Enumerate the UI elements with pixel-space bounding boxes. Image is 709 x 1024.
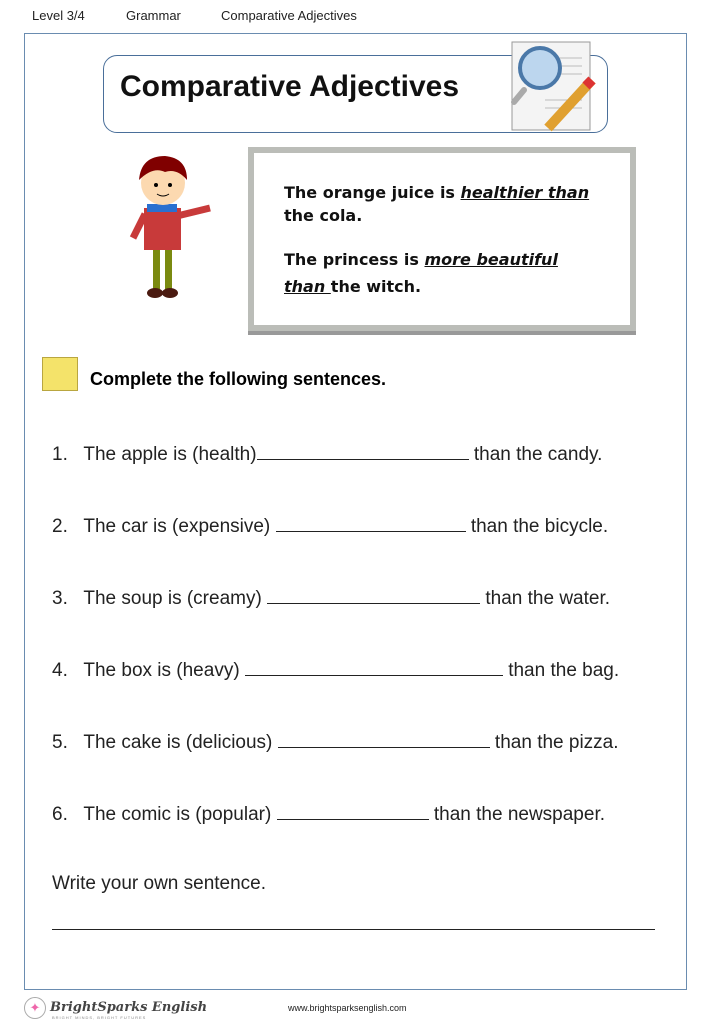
subject-label: Grammar	[126, 8, 181, 23]
own-sentence-prompt: Write your own sentence.	[52, 873, 267, 894]
question-1	[52, 441, 602, 466]
question-4	[52, 657, 619, 682]
question-2	[52, 513, 608, 538]
question-text: The soup is (creamy)	[83, 588, 268, 609]
example-text: the witch.	[330, 277, 422, 296]
question-text: than the bicycle.	[465, 516, 609, 537]
level-label: Level 3/4	[32, 8, 85, 23]
example-answer: more beautiful than	[284, 250, 558, 296]
website-url: www.brightsparksenglish.com	[288, 1003, 407, 1013]
answer-blank[interactable]	[245, 657, 503, 676]
question-number: 5.	[52, 732, 68, 753]
question-text: The car is (expensive)	[83, 516, 276, 537]
magnifier-pencil-icon	[500, 40, 600, 135]
question-number: 1.	[52, 444, 68, 465]
question-5	[52, 729, 619, 754]
brand-tagline: BRIGHT MINDS, BRIGHT FUTURES	[52, 1015, 147, 1020]
boy-illustration	[125, 150, 220, 300]
question-number: 3.	[52, 588, 68, 609]
example-text: the cola.	[284, 206, 363, 225]
brand-name: BrightSparks English	[50, 1000, 208, 1015]
page-title: Comparative Adjectives	[120, 70, 460, 103]
notepad-pencil-icon	[42, 357, 78, 391]
question-number: 2.	[52, 516, 68, 537]
question-text: than the newspaper.	[428, 804, 606, 825]
question-text: The comic is (popular)	[83, 804, 277, 825]
question-text: than the water.	[480, 588, 611, 609]
example-2	[284, 246, 584, 300]
example-text: The orange juice is	[284, 183, 461, 202]
answer-blank[interactable]	[257, 441, 469, 460]
question-text: than the candy.	[468, 444, 603, 465]
answer-blank[interactable]	[278, 729, 490, 748]
example-1	[284, 181, 614, 227]
question-number: 4.	[52, 660, 68, 681]
question-text: than the pizza.	[489, 732, 619, 753]
question-6	[52, 801, 605, 826]
topic-label: Comparative Adjectives	[221, 8, 357, 23]
instruction: Complete the following sentences.	[90, 369, 387, 389]
example-answer: healthier than	[460, 183, 590, 202]
own-sentence-line[interactable]	[52, 929, 655, 930]
example-text: The princess is	[284, 250, 425, 269]
question-text: The apple is (health)	[83, 444, 257, 465]
brand-logo-icon: ✦	[24, 997, 46, 1019]
question-number: 6.	[52, 804, 68, 825]
answer-blank[interactable]	[267, 585, 480, 604]
question-text: The box is (heavy)	[83, 660, 245, 681]
question-3	[52, 585, 610, 610]
question-text: The cake is (delicious)	[83, 732, 278, 753]
answer-blank[interactable]	[276, 513, 466, 532]
question-text: than the bag.	[502, 660, 620, 681]
whiteboard-examples	[248, 147, 636, 331]
answer-blank[interactable]	[277, 801, 429, 820]
